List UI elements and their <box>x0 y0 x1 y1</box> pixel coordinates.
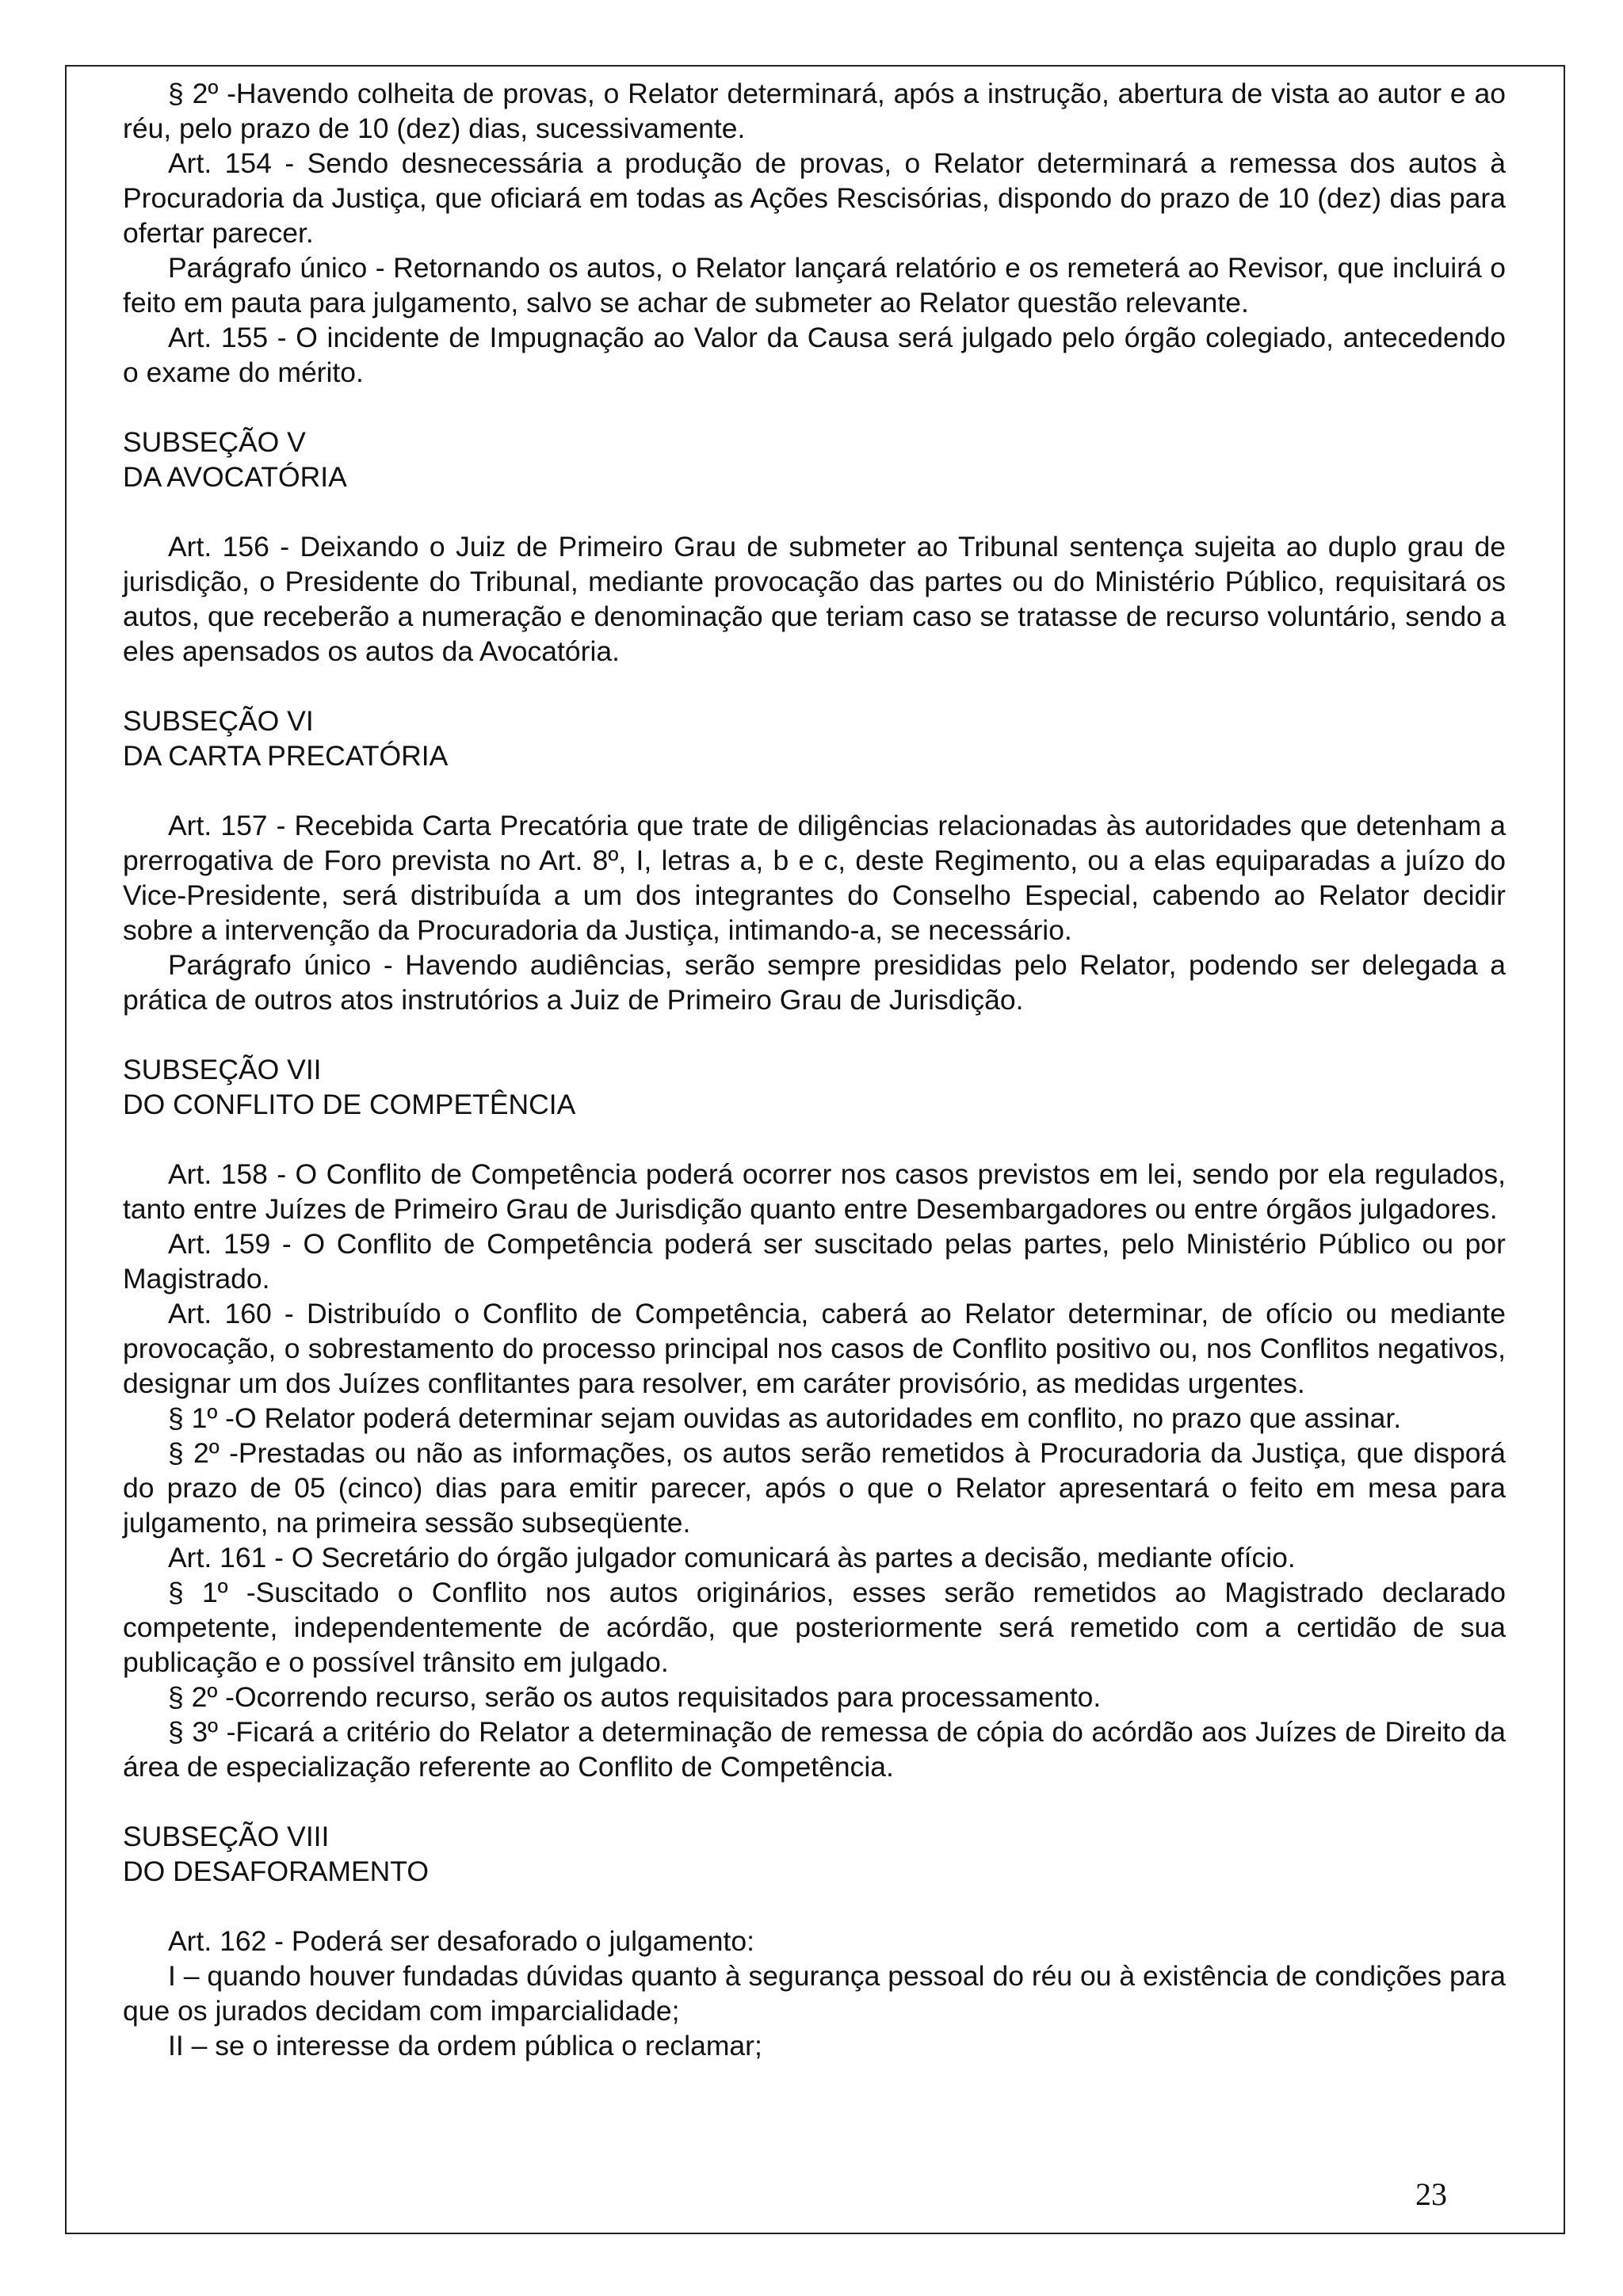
paragraph: § 3º -Ficará a critério do Relator a determinação de remessa de cópia do acórdão aos Juízes de Direito da área de especialização referente ao Conflito de Competência. <box>123 1716 1506 1783</box>
paragraph: Parágrafo único - Retornando os autos, o Relator lançará relatório e os remeterá ao Revisor, que incluirá o feito em pauta para julgamento, salvo se achar de submeter ao Relator questão relevante. <box>123 252 1506 318</box>
paragraph: Art. 160 - Distribuído o Conflito de Competência, caberá ao Relator determinar, de ofício ou mediante provocação, o sobrestamento do processo principal nos casos de Conflito positivo ou, nos Conflitos negativos, designar um dos Juízes conflitantes para resolver, em caráter provisório, as medidas urgentes. <box>123 1298 1506 1399</box>
paragraph: Parágrafo único - Havendo audiências, serão sempre presididas pelo Relator, podendo ser delegada a prática de outros atos instrutórios a Juiz de Primeiro Grau de Jurisdição. <box>123 949 1506 1016</box>
paragraph: Art. 159 - O Conflito de Competência poderá ser suscitado pelas partes, pelo Ministério Público ou por Magistrado. <box>123 1228 1506 1295</box>
paragraph: § 2º -Havendo colheita de provas, o Relator determinará, após a instrução, abertura de vista ao autor e ao réu, pelo prazo de 10 (dez) dias, sucessivamente. <box>123 78 1506 144</box>
paragraph: Art. 158 - O Conflito de Competência poderá ocorrer nos casos previstos em lei, sendo por ela regulados, tanto entre Juízes de Primeiro Grau de Jurisdição quanto entre Desembargadores ou entre órgãos julgadores. <box>123 1158 1506 1225</box>
page-number: 23 <box>1415 2176 1447 2212</box>
section-title: DO CONFLITO DE COMPETÊNCIA <box>123 1089 576 1120</box>
spacer <box>123 1122 1506 1157</box>
section-heading: SUBSEÇÃO VII <box>123 1054 322 1085</box>
paragraph: Art. 156 - Deixando o Juiz de Primeiro Grau de submeter ao Tribunal sentença sujeita ao duplo grau de jurisdição, o Presidente do Tribunal, mediante provocação das partes ou do Ministério Público, requisitará os autos, que receberão a numeração e denominação que teriam caso se tratasse de recurso voluntário, sendo a eles apensados os autos da Avocatória. <box>123 531 1506 667</box>
paragraph: § 1º -O Relator poderá determinar sejam ouvidas as autoridades em conflito, no prazo que assinar. <box>168 1402 1402 1434</box>
paragraph: § 2º -Ocorrendo recurso, serão os autos requisitados para processamento. <box>168 1681 1102 1713</box>
spacer <box>123 1889 1506 1924</box>
paragraph: Art. 155 - O incidente de Impugnação ao Valor da Causa será julgado pelo órgão colegiado, antecedendo o exame do mérito. <box>123 322 1506 388</box>
paragraph: II – se o interesse da ordem pública o reclamar; <box>168 2030 762 2061</box>
paragraph: § 1º -Suscitado o Conflito nos autos originários, esses serão remetidos ao Magistrado declarado competente, independentemente de acórdão, que posteriormente será remetido com a certidão de sua publicação e o possível trânsito em julgado. <box>123 1577 1506 1678</box>
section-heading: SUBSEÇÃO VIII <box>123 1821 330 1852</box>
spacer <box>123 494 1506 529</box>
spacer <box>123 390 1506 425</box>
paragraph: Art. 161 - O Secretário do órgão julgador comunicará às partes a decisão, mediante ofício. <box>168 1542 1296 1573</box>
paragraph: Art. 154 - Sendo desnecessária a produção de provas, o Relator determinará a remessa dos autos à Procuradoria da Justiça, que oficiará em todas as Ações Rescisórias, dispondo do prazo de 10 (dez) dias para ofertar parecer. <box>123 147 1506 249</box>
paragraph: § 2º -Prestadas ou não as informações, os autos serão remetidos à Procuradoria da Justiça, que disporá do prazo de 05 (cinco) dias para emitir parecer, após o que o Relator apresentará o feito em mesa para julgamento, na primeira sessão subseqüente. <box>123 1437 1506 1539</box>
spacer <box>123 773 1506 808</box>
spacer <box>123 669 1506 704</box>
section-heading: SUBSEÇÃO V <box>123 426 306 458</box>
spacer <box>123 1784 1506 1819</box>
paragraph: I – quando houver fundadas dúvidas quanto à segurança pessoal do réu ou à existência de condições para que os jurados decidam com imparcialidade; <box>123 1960 1506 2027</box>
spacer <box>123 1017 1506 1052</box>
section-heading: SUBSEÇÃO VI <box>123 705 314 737</box>
section-title: DA CARTA PRECATÓRIA <box>123 740 449 772</box>
paragraph: Art. 162 - Poderá ser desaforado o julgamento: <box>168 1925 755 1957</box>
paragraph: Art. 157 - Recebida Carta Precatória que trate de diligências relacionadas às autoridades que detenham a prerrogativa de Foro prevista no Art. 8º, I, letras a, b e c, deste Regimento, ou a elas equiparadas a juízo do Vice-Presidente, será distribuída a um dos integrantes do Conselho Especial, cabendo ao Relator decidir sobre a intervenção da Procuradoria da Justiça, intimando-a, se necessário. <box>123 810 1506 946</box>
document-body <box>123 76 1506 2063</box>
section-title: DO DESAFORAMENTO <box>123 1855 429 1887</box>
section-title: DA AVOCATÓRIA <box>123 461 347 493</box>
